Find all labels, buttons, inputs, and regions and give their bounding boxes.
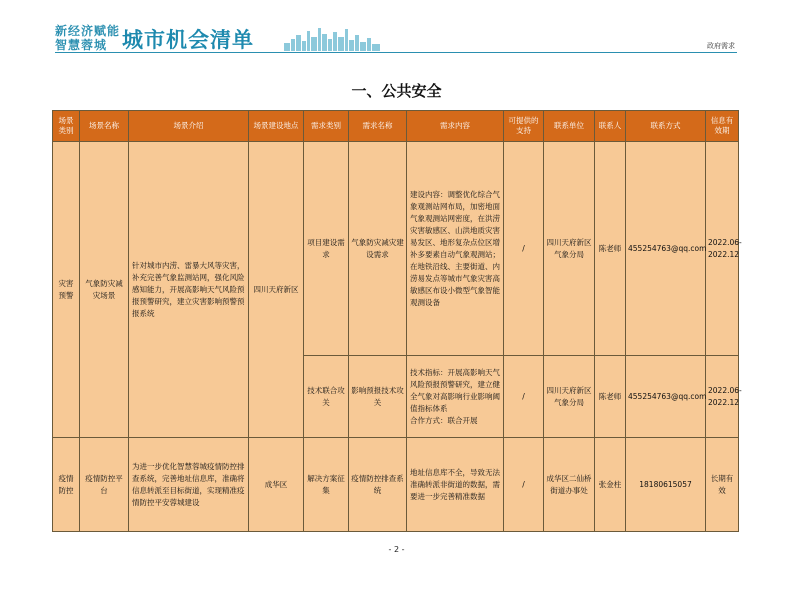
demand-content-cell: 建设内容：调整优化综合气象观测站网布局，加密地面气象观测站网密度，在洪涝灾害敏感区、山洪地质灾害易发区、地形复杂点位区增补多要素自动气象观测站；在地铁沿线、主要街道、内涝易发点等城市气象灾害高敏感区布设小微型气象智能观测设备 — [407, 142, 504, 356]
col-header: 需求内容 — [407, 111, 504, 142]
table-header-row — [53, 111, 739, 142]
scene-name-cell: 气象防灾减灾场景 — [80, 142, 129, 438]
contact-unit-cell: 四川天府新区气象分局 — [544, 142, 595, 356]
scene-name-cell: 疫情防控平台 — [80, 438, 129, 532]
col-header: 场景名称 — [80, 111, 129, 142]
scene-category-cell: 灾害预警 — [53, 142, 80, 438]
contact-person-cell: 陈老师 — [595, 356, 626, 438]
demand-type-cell: 解决方案征集 — [304, 438, 349, 532]
col-header: 联系人 — [595, 111, 626, 142]
demand-type-cell: 技术联合攻关 — [304, 356, 349, 438]
contact-person-cell: 张金柱 — [595, 438, 626, 532]
col-header: 需求类别 — [304, 111, 349, 142]
validity-cell: 长期有效 — [706, 438, 739, 532]
page-header — [0, 0, 793, 60]
brand-slogan — [55, 24, 120, 52]
contact-method-cell: 455254763@qq.com — [626, 356, 706, 438]
demand-name-cell: 疫情防控排查系统 — [349, 438, 407, 532]
brand-title: 城市机会清单 — [122, 28, 254, 52]
col-header: 联系方式 — [626, 111, 706, 142]
scene-intro-cell: 针对城市内涝、雷暴大风等灾害，补充完善气象监测站网，强化风险感知能力，开展高影响天气风险预报预警研究，建立灾害影响预警预报系统 — [129, 142, 249, 438]
support-cell: / — [504, 142, 544, 356]
col-header: 可提供的支持 — [504, 111, 544, 142]
category-tag: 政府需求 — [707, 42, 735, 50]
col-header: 场景建设地点 — [249, 111, 304, 142]
scene-location-cell: 四川天府新区 — [249, 142, 304, 438]
support-cell: / — [504, 356, 544, 438]
col-header: 联系单位 — [544, 111, 595, 142]
demand-content-cell: 技术指标：开展高影响天气风险预报预警研究，建立健全气象对高影响行业影响阈值指标体系 合作方式：联合开展 — [407, 356, 504, 438]
scenario-table — [52, 110, 742, 532]
contact-person-cell: 陈老师 — [595, 142, 626, 356]
contact-unit-cell: 成华区二仙桥街道办事处 — [544, 438, 595, 532]
col-header: 信息有效期 — [706, 111, 739, 142]
col-header: 场景介绍 — [129, 111, 249, 142]
header-divider — [55, 52, 737, 53]
contact-method-cell: 18180615057 — [626, 438, 706, 532]
contact-unit-cell: 四川天府新区气象分局 — [544, 356, 595, 438]
col-header: 场景类别 — [53, 111, 80, 142]
page-number: - 2 - — [388, 545, 405, 554]
brand-line2: 智慧蓉城 — [55, 38, 108, 52]
section-title: 一、公共安全 — [351, 82, 442, 100]
support-cell: / — [504, 438, 544, 532]
table-row — [53, 142, 739, 356]
demand-name-cell: 影响预报技术攻关 — [349, 356, 407, 438]
validity-cell: 2022.06-2022.12 — [706, 356, 739, 438]
brand-line1: 新经济赋能 — [55, 24, 121, 38]
contact-method-cell: 455254763@qq.com — [626, 142, 706, 356]
scene-intro-cell: 为进一步优化智慧蓉城疫情防控排查系统，完善地址信息库，准确将信息转派至目标街道，实现精准疫情防控平安蓉城建设 — [129, 438, 249, 532]
col-header: 需求名称 — [349, 111, 407, 142]
scene-category-cell: 疫情防控 — [53, 438, 80, 532]
validity-cell: 2022.06-2022.12 — [706, 142, 739, 356]
demand-content-cell: 地址信息库不全，导致无法准确转派非街道的数据，需要进一步完善精准数据 — [407, 438, 504, 532]
scene-location-cell: 成华区 — [249, 438, 304, 532]
demand-name-cell: 气象防灾减灾建设需求 — [349, 142, 407, 356]
demand-type-cell: 项目建设需求 — [304, 142, 349, 356]
city-skyline-icon — [282, 25, 382, 51]
table-row — [53, 438, 739, 532]
